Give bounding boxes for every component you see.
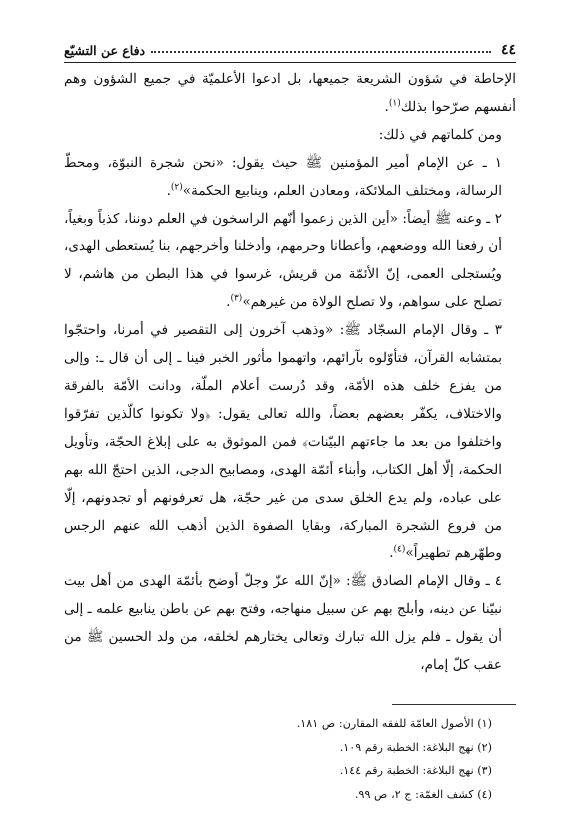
main-text [64, 66, 516, 680]
quote-item-4: ٤ ـ وقال الإمام الصادق ﷺ: «إنّ الله عزّ وجلّ أوضح بأئمّة الهدى من أهل بيت نبيّنا عن دينه، وأبلج بهم عن سبيل منهاجه، وفتح بهم عن باطن ينابيع علمه ـ إلى أن يقول ـ فلم يزل الله تبارك وتعالى يختارهم لخلقه، من ولد الحسين ﷺ من عقب كلّ إمام، [64, 573, 502, 674]
header-dot-leader [151, 50, 491, 53]
header-rule [64, 62, 516, 63]
quote-item-3: ٣ ـ وقال الإمام السجّاد ﷺ: «وذهب آخرون إلى التقصير في أمرنا، واحتجّوا بمتشابه القرآن، فتأوّلوه بآرائهم، واتهموا مأثور الخبر فينا ـ إلى أن قال ـ: وإلى من يفزع خلف هذه الأمّة، وقد دُرست أعلام الملّة، ودانت الأمّة بالفرقة والاختلاف، يكفّر بعضهم بعضاً، والله تعالى يقول: ﴿ولا تكونوا كالّذين تفرّقوا واختلفوا من بعد ما جاءتهم البيّنات﴾ فمن الموثوق به على إبلاغ الحجّة، وتأويل الحكمة، إلّا أهل الكتاب، وأبناء أئمّة الهدى، ومصابيح الدجى، الذين احتجّ الله بهم على عباده، ولم يدع الخلق سدى من غير حجّة، هل تعرفونهم أو تجدونهم، إلّا من فروع الشجرة المباركة، وبقايا الصفوة الذين أذهب الله عنهم الرجس وطهّرهم تطهيراً»$^{(٤)}$. [64, 322, 502, 562]
footnote-ref: (١) [388, 98, 401, 109]
footnote-ref: (٣) [230, 293, 243, 304]
footnote-ref: (٤) [393, 544, 406, 555]
footnote: (٣) نهج البلاغة: الخطبة رقم ١٤٤. [339, 764, 492, 778]
paragraph-continuation: الإحاطة في شؤون الشريعة جميعها، بل ادعوا الأعلميّة في جميع الشؤون وهم أنفسهم صرّحوا بذلك$^{(١)}$. [64, 71, 516, 115]
running-header [64, 36, 516, 58]
quote-item-2: ٢ ـ وعنه ﷺ أيضاً: «أين الذين زعموا أنّهم الراسخون في العلم دوننا، كذباً وبغياً، أن رفعنا الله ووضعهم، وأعطانا وحرمهم، وأدخلنا وأخرجهم، بنا يُستعطى الهدى، ويُستجلى العمى، إنّ الأئمّة من قريش، غرسوا في هذا البطن من هاشم، لا تصلح على سواهم، ولا تصلح الولاة من غيرهم»$^{(٣)}$. [64, 210, 502, 311]
quote-item-1: ١ ـ عن الإمام أمير المؤمنين ﷺ حيث يقول: «نحن شجرة النبوّة، ومحطّ الرسالة، ومختلف الملائكة، ومعادن العلم، وينابيع الحكمة»$^{(٢)}$. [64, 154, 502, 199]
footnote-separator [392, 704, 516, 705]
footnotes [64, 712, 504, 806]
footnote: (٤) كشف الغمّة: ج ٢، ص ٩٩. [354, 787, 492, 801]
paragraph-intro: ومن كلماتهم في ذلك: [378, 126, 502, 143]
footnote-ref: (٢) [170, 182, 183, 193]
running-title: دفاع عن التشيّع [64, 43, 146, 58]
footnote: (١) الأصول العامّة للفقه المقارن: ص ١٨١. [296, 717, 492, 730]
page-number: ٤٤ [500, 42, 516, 58]
footnote: (٢) نهج البلاغة: الخطبة رقم ١٠٩. [339, 740, 492, 754]
